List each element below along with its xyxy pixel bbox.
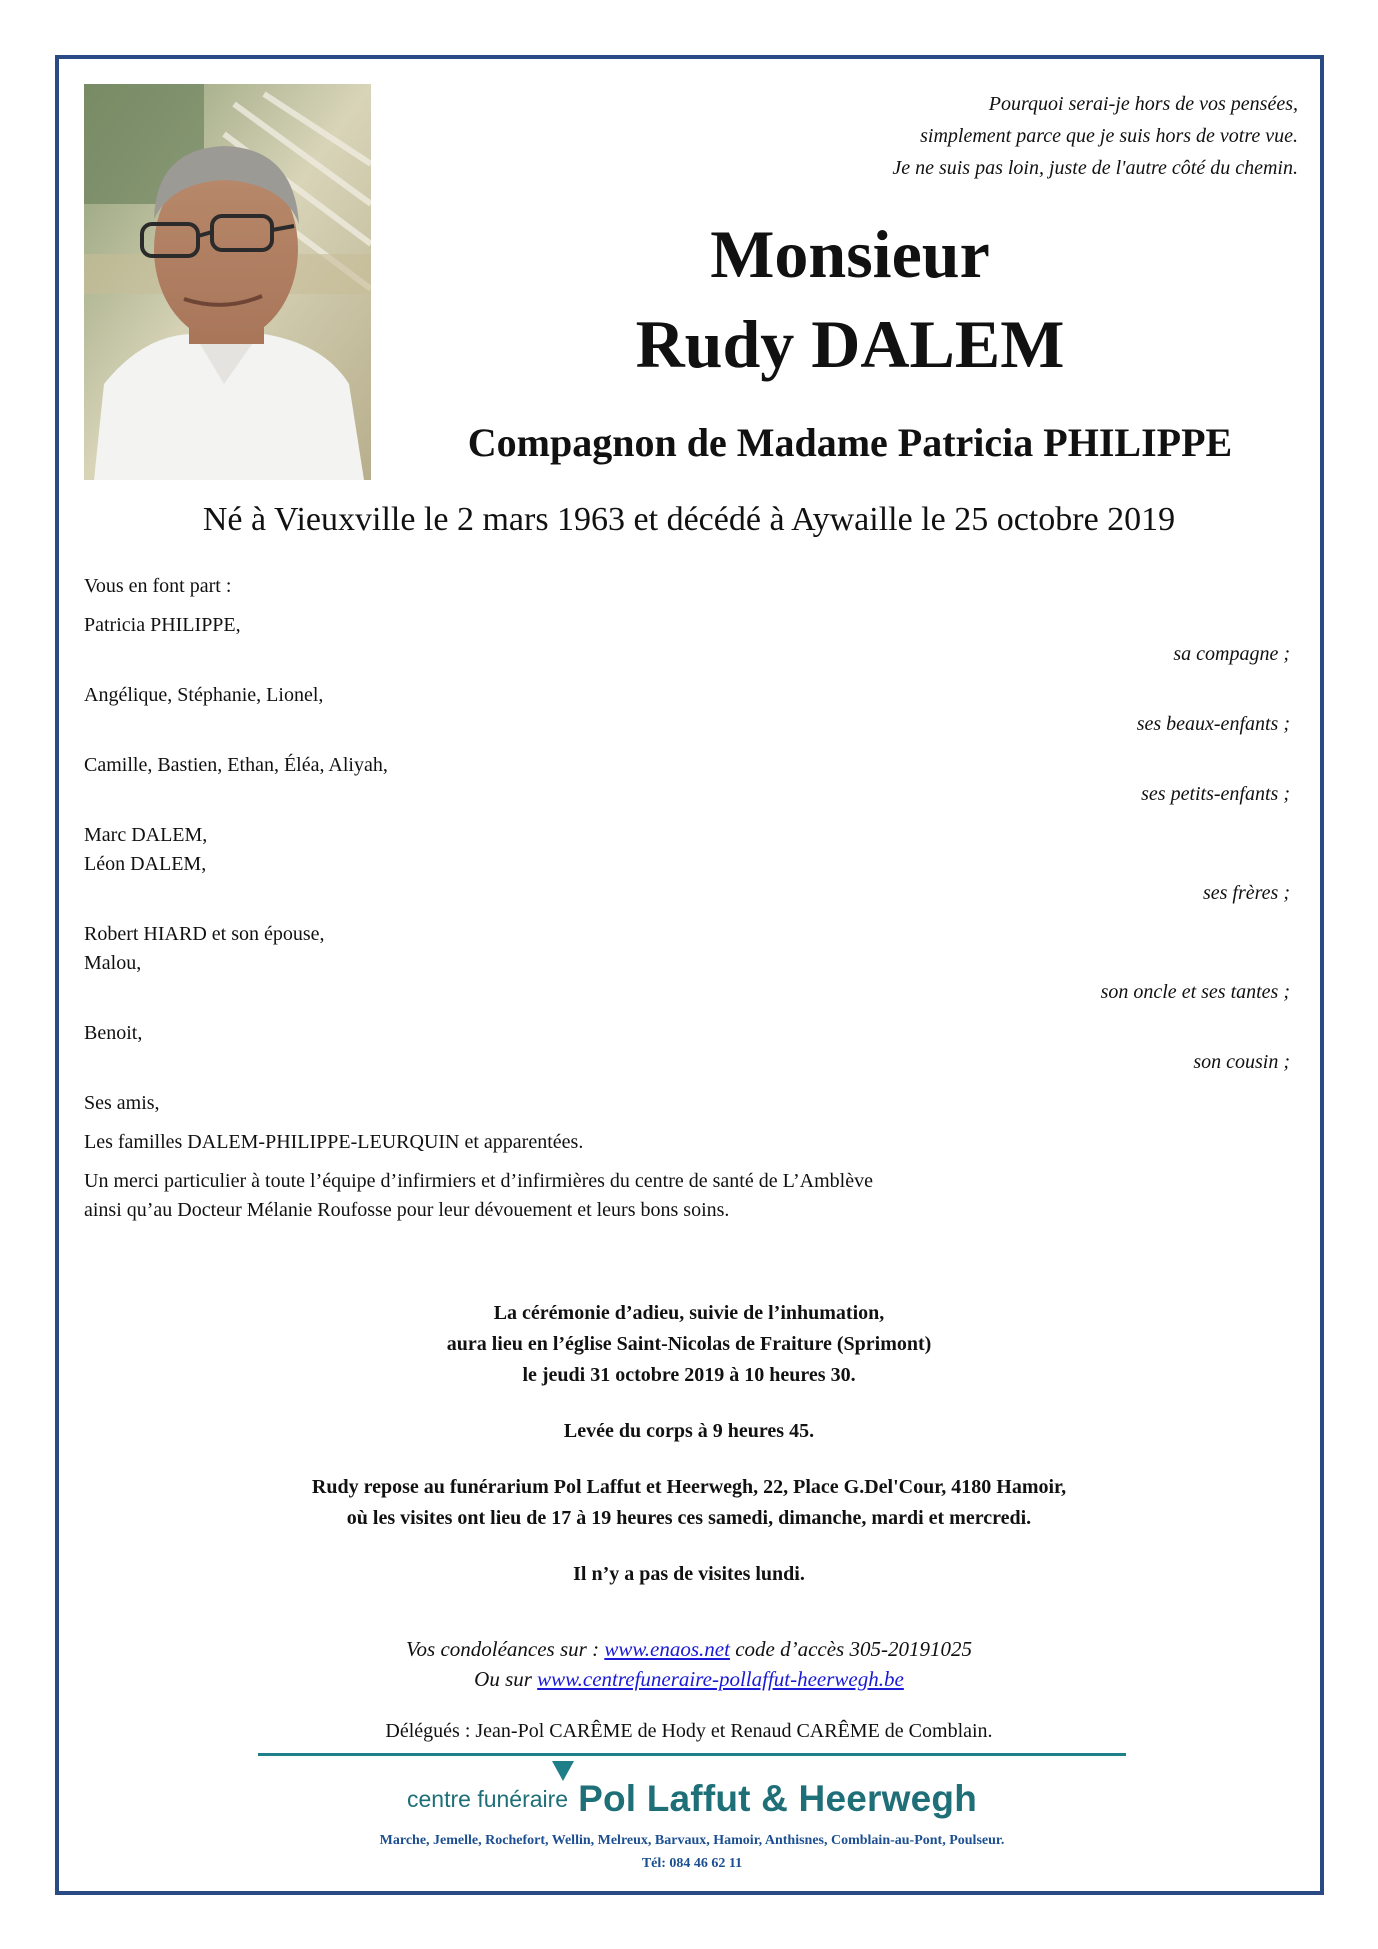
family-names: Angélique, Stéphanie, Lionel, bbox=[84, 684, 324, 706]
deceased-name: Rudy DALEM bbox=[635, 306, 1065, 382]
family-role: son oncle et ses tantes ; bbox=[1100, 981, 1290, 1003]
announcement-intro: Vous en font part : bbox=[84, 575, 232, 597]
condolences bbox=[84, 1634, 1294, 1694]
family-names: Camille, Bastien, Ethan, Éléa, Aliyah, bbox=[84, 754, 388, 776]
portrait-photo bbox=[84, 84, 371, 480]
ceremony-line: le jeudi 31 octobre 2019 à 10 heures 30. bbox=[522, 1364, 856, 1386]
family-names: Patricia PHILIPPE, bbox=[84, 614, 241, 636]
family-role: ses frères ; bbox=[1202, 882, 1290, 904]
condolences-prefix: Vos condoléances sur : bbox=[406, 1637, 605, 1661]
ceremony-line: aura lieu en l’église Saint-Nicolas de Fraiture (Sprimont) bbox=[446, 1333, 932, 1355]
honorific: Monsieur bbox=[710, 216, 990, 292]
poem-line: Je ne suis pas loin, juste de l'autre côté du chemin. bbox=[892, 157, 1298, 179]
visits-line: Rudy repose au funérarium Pol Laffut et Heerwegh, 22, Place G.Del'Cour, 4180 Hamoir, bbox=[311, 1476, 1067, 1498]
no-visits-note: Il n’y a pas de visites lundi. bbox=[573, 1563, 805, 1585]
family-group bbox=[84, 821, 1294, 908]
ceremony-info bbox=[84, 1298, 1294, 1391]
thanks-paragraph bbox=[84, 1167, 1294, 1225]
family-group bbox=[84, 681, 1294, 739]
family-group bbox=[84, 611, 1294, 669]
poem bbox=[658, 88, 1298, 184]
family-announcement bbox=[84, 572, 1294, 1225]
visits-line: où les visites ont lieu de 17 à 19 heures ces samedi, dimanche, mardi et mercredi. bbox=[346, 1507, 1032, 1529]
family-role: ses petits-enfants ; bbox=[1141, 783, 1290, 805]
thanks-line: Un merci particulier à toute l’équipe d’infirmiers et d’infirmières du centre de santé de L’Amblève bbox=[84, 1170, 873, 1192]
family-role: ses beaux-enfants ; bbox=[1136, 713, 1290, 735]
levee-du-corps: Levée du corps à 9 heures 45. bbox=[563, 1420, 815, 1442]
enaos-link[interactable]: www.enaos.net bbox=[604, 1637, 730, 1661]
family-names: Benoit, bbox=[84, 1022, 143, 1044]
family-names: Marc DALEM, bbox=[84, 824, 208, 846]
logo-phone: Tél: 084 46 62 11 bbox=[641, 1856, 743, 1871]
logo-divider bbox=[258, 1753, 1126, 1756]
family-group bbox=[84, 1019, 1294, 1077]
funeral-home-link[interactable]: www.centrefuneraire-pollaffut-heerwegh.be bbox=[537, 1667, 904, 1691]
partner-line: Compagnon de Madame Patricia PHILIPPE bbox=[467, 420, 1233, 465]
poem-line: simplement parce que je suis hors de votre vue. bbox=[920, 125, 1298, 147]
family-group bbox=[84, 751, 1294, 809]
poem-line: Pourquoi serai-je hors de vos pensées, bbox=[988, 93, 1298, 115]
family-group bbox=[84, 920, 1294, 1007]
funeral-home-logo bbox=[258, 1778, 1126, 1820]
family-role: sa compagne ; bbox=[1173, 643, 1290, 665]
logo-brand: Pol Laffut & Heerwegh bbox=[578, 1778, 977, 1819]
family-names: Robert HIARD et son épouse, bbox=[84, 923, 325, 945]
thanks-line: ainsi qu’au Docteur Mélanie Roufosse pour leur dévouement et leurs bons soins. bbox=[84, 1199, 730, 1221]
access-code: code d’accès 305-20191025 bbox=[729, 1637, 972, 1661]
logo-towns: Marche, Jemelle, Rochefort, Wellin, Melreux, Barvaux, Hamoir, Anthisnes, Comblain-au-Pont, Poulseur. bbox=[379, 1833, 1005, 1848]
family-names: Malou, bbox=[84, 952, 142, 974]
friends-line: Ses amis, bbox=[84, 1092, 160, 1114]
condolences-prefix: Ou sur bbox=[474, 1667, 538, 1691]
families-line: Les familles DALEM-PHILIPPE-LEURQUIN et apparentées. bbox=[84, 1131, 584, 1153]
family-role: son cousin ; bbox=[1193, 1051, 1290, 1073]
logo-small-text: centre funéraire bbox=[407, 1786, 569, 1812]
visits-info bbox=[84, 1472, 1294, 1534]
delegates: Délégués : Jean-Pol CARÊME de Hody et Renaud CARÊME de Comblain. bbox=[385, 1720, 993, 1742]
family-names: Léon DALEM, bbox=[84, 853, 207, 875]
ceremony-details bbox=[84, 1298, 1294, 1615]
condolences-line-1 bbox=[84, 1634, 1294, 1664]
life-dates: Né à Vieuxville le 2 mars 1963 et décédé à Aywaille le 25 octobre 2019 bbox=[202, 501, 1176, 538]
condolences-line-2 bbox=[84, 1664, 1294, 1694]
ceremony-line: La cérémonie d’adieu, suivie de l’inhumation, bbox=[493, 1302, 885, 1324]
